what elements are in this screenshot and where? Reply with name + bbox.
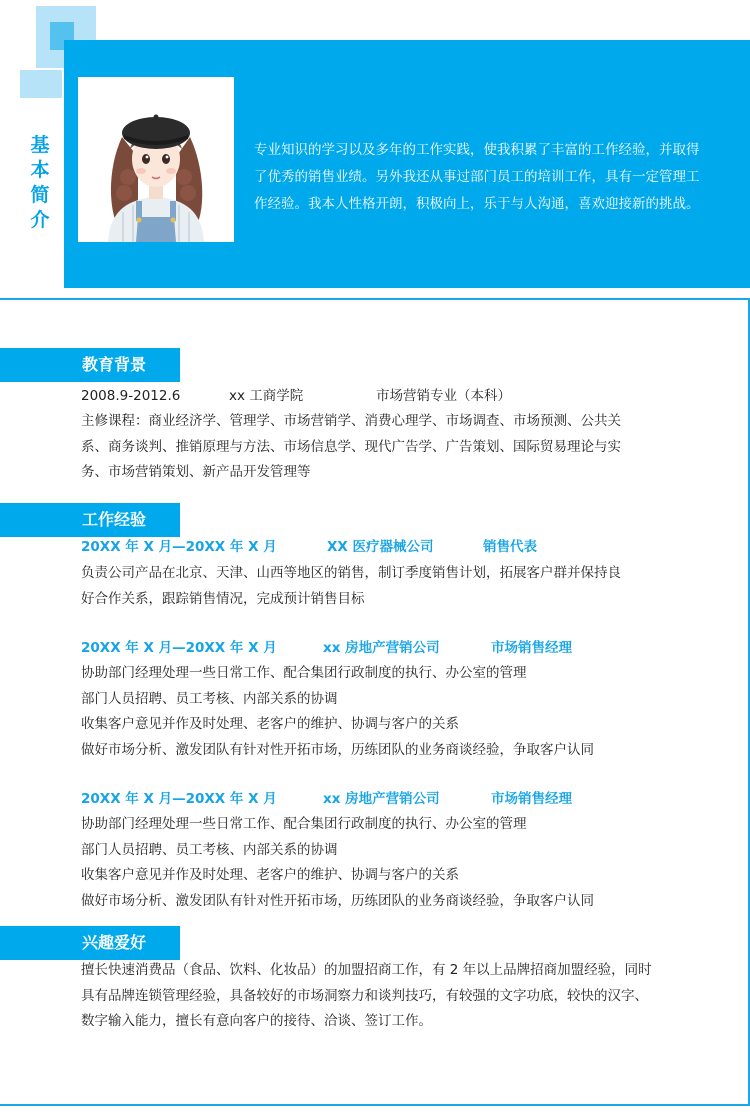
courses-line: 系、商务谈判、推销原理与方法、市场信息学、现代广告学、广告策划、国际贸易理论与实 [81,438,621,455]
job-title: 市场销售经理 [491,791,572,807]
decor-square-small [20,70,62,98]
job-line: 做好市场分析、激发团队有针对性开拓市场，历练团队的业务商谈经验，争取客户认同 [81,741,594,758]
job-line: 好合作关系，跟踪销售情况，完成预计销售目标 [81,590,365,607]
intro-line: 作经验。我本人性格开朗，积极向上，乐于与人沟通，喜欢迎接新的挑战。 [254,196,700,212]
job-line: 协助部门经理处理一些日常工作、配合集团行政制度的执行、办公室的管理 [81,816,527,832]
hobby-line: 擅长快速消费品（食品、饮料、化妆品）的加盟招商工作，有 2 年以上品牌招商加盟经验，同时 [81,962,652,978]
job-line: 部门人员招聘、员工考核、内部关系的协调 [81,841,338,858]
education-major: 市场营销专业（本科） [376,388,511,404]
education-period: 2008.9-2012.6 [81,388,181,404]
side-title [26,133,54,233]
job-description [81,812,671,914]
job-company: XX 医疗器械公司 [327,539,434,555]
job-company: xx 房地产营销公司 [323,640,440,656]
hobby-line: 具有品牌连锁管理经验，具备较好的市场洞察力和谈判技巧，有较强的文字功底，较快的汉字、 [81,987,648,1004]
hobby-heading: 兴趣爱好 [0,926,180,960]
intro-line: 专业知识的学习以及多年的工作实践，使我积累了丰富的工作经验，并取得 [254,142,700,158]
work-heading: 工作经验 [0,503,180,537]
job-description [81,661,671,763]
education-courses [81,409,671,486]
intro-line: 了优秀的销售业绩。另外我还从事过部门员工的培训工作，具有一定管理工 [254,169,700,185]
courses-line: 务、市场营销策划、新产品开发管理等 [81,464,311,480]
side-title-char: 介 [30,209,50,231]
side-title-char: 本 [30,159,50,181]
side-title-char: 基 [30,134,50,156]
hobby-line: 数字输入能力，擅长有意向客户的接待、洽谈、签订工作。 [81,1013,432,1029]
job-line: 负责公司产品在北京、天津、山西等地区的销售，制订季度销售计划，拓展客户群并保持良 [81,565,621,581]
job-line: 收集客户意见并作及时处理、老客户的维护、协调与客户的关系 [81,867,459,883]
job-period: 20XX 年 X 月—20XX 年 X 月 [81,791,277,807]
avatar-illustration [78,77,234,242]
job-line: 协助部门经理处理一些日常工作、配合集团行政制度的执行、办公室的管理 [81,665,527,681]
job-line: 收集客户意见并作及时处理、老客户的维护、协调与客户的关系 [81,716,459,732]
avatar [78,77,234,242]
job-title: 市场销售经理 [491,640,572,656]
hobby-text [81,958,671,1035]
job-line: 部门人员招聘、员工考核、内部关系的协调 [81,690,338,707]
education-school: xx 工商学院 [229,388,304,404]
job-company: xx 房地产营销公司 [323,791,440,807]
job-line: 做好市场分析、激发团队有针对性开拓市场，历练团队的业务商谈经验，争取客户认同 [81,892,594,909]
job-description [81,561,671,612]
courses-line: 主修课程：商业经济学、管理学、市场营销学、消费心理学、市场调查、市场预测、公共关 [81,413,621,429]
intro-text [254,137,732,218]
education-heading: 教育背景 [0,348,180,382]
job-title: 销售代表 [483,539,537,555]
job-period: 20XX 年 X 月—20XX 年 X 月 [81,640,277,656]
job-period: 20XX 年 X 月—20XX 年 X 月 [81,539,277,555]
side-title-char: 简 [30,184,50,206]
